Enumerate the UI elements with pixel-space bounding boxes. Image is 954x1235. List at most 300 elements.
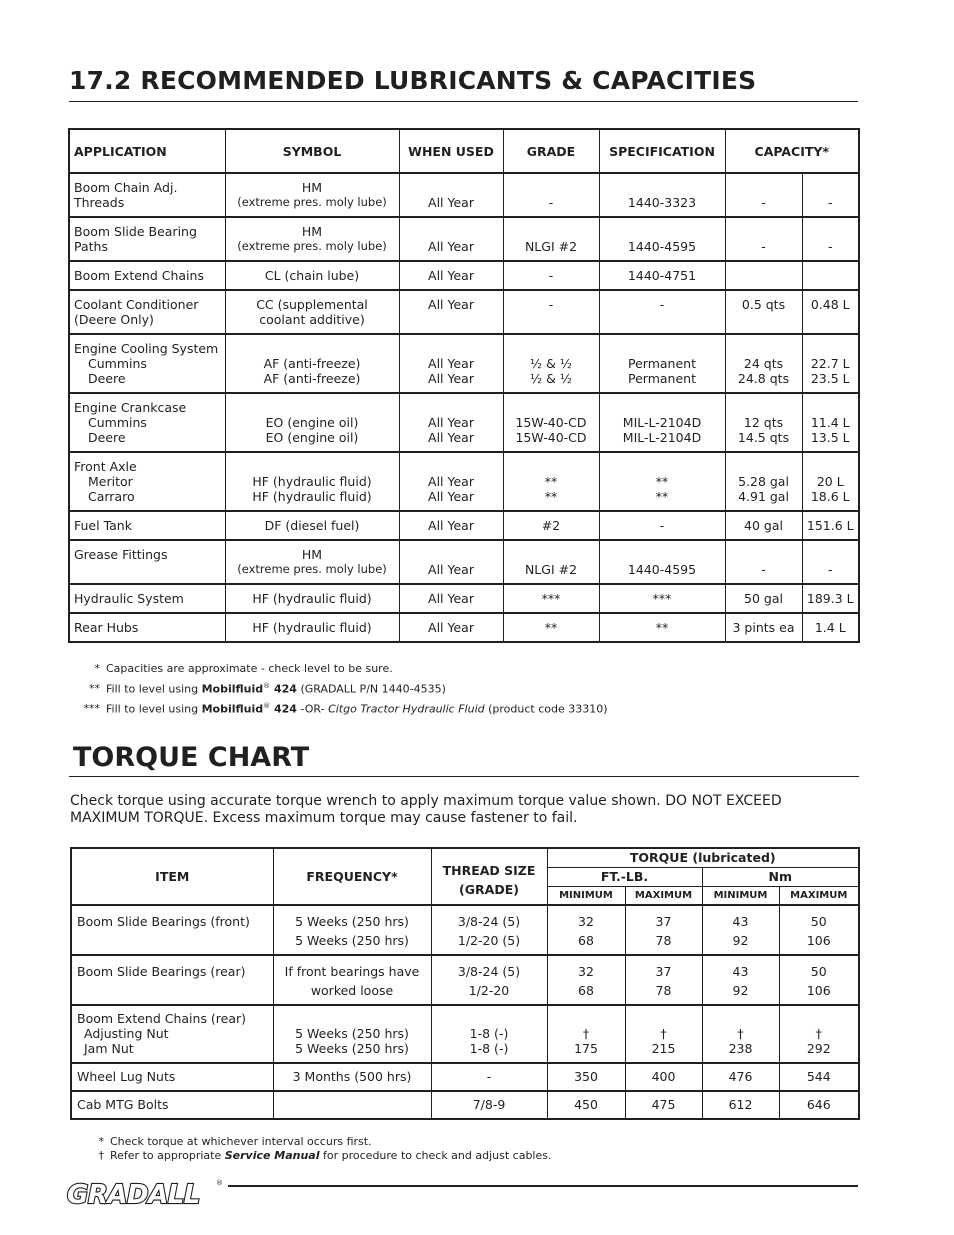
cell-line bbox=[226, 341, 399, 356]
cell-line: All Year bbox=[428, 415, 474, 430]
cell-line: 1-8 (-) bbox=[469, 1041, 509, 1056]
lubricants-row bbox=[69, 393, 859, 452]
cell-line bbox=[780, 1011, 859, 1026]
footnote-mark: *** bbox=[83, 702, 100, 716]
header-thread-size bbox=[431, 848, 547, 905]
cell-line bbox=[803, 459, 859, 474]
cell-line: 5 Weeks (250 hrs) bbox=[295, 933, 409, 948]
header-ftlb-maximum: MAXIMUM bbox=[625, 886, 702, 905]
cell-ftlb-max bbox=[625, 905, 702, 955]
cell-symbol bbox=[225, 173, 399, 217]
cell-line: All Year bbox=[428, 591, 474, 606]
cell-line: Cummins bbox=[88, 415, 147, 430]
cell-line bbox=[803, 224, 859, 239]
footnote-text: Service Manual bbox=[224, 1148, 320, 1162]
cell-line: 5 Weeks (250 hrs) bbox=[295, 914, 409, 929]
cell-line: 13.5 L bbox=[810, 430, 850, 445]
cell-line: All Year bbox=[428, 239, 474, 254]
cell-when-used bbox=[399, 290, 503, 334]
cell-capacity-metric bbox=[802, 452, 859, 511]
cell-line: 78 bbox=[655, 983, 672, 998]
cell-line: Meritor bbox=[88, 474, 133, 489]
gradall-logo bbox=[66, 1175, 226, 1207]
cell-line: - bbox=[659, 518, 665, 533]
cell-line: *** bbox=[541, 591, 561, 606]
cell-line: Boom Slide Bearings (front) bbox=[77, 914, 250, 929]
footnote bbox=[70, 1149, 552, 1163]
cell-line: Cab MTG Bolts bbox=[77, 1097, 169, 1112]
cell-line: 0.48 L bbox=[810, 297, 850, 312]
cell-ftlb-max bbox=[625, 955, 702, 1005]
cell-line: 238 bbox=[728, 1041, 753, 1056]
cell-line: 50 gal bbox=[744, 591, 783, 606]
cell-line: 43 bbox=[732, 914, 749, 929]
cell-line bbox=[600, 400, 725, 415]
cell-line: All Year bbox=[428, 620, 474, 635]
torque-row bbox=[71, 1091, 859, 1119]
cell-nm-max bbox=[779, 1091, 859, 1119]
cell-ftlb-min bbox=[547, 955, 625, 1005]
cell-line: Carraro bbox=[88, 489, 135, 504]
cell-when-used bbox=[399, 452, 503, 511]
cell-ftlb-min bbox=[547, 1063, 625, 1091]
cell-capacity-metric bbox=[802, 511, 859, 540]
cell-line: 400 bbox=[651, 1069, 676, 1084]
footnote-text: -OR- bbox=[296, 702, 329, 716]
cell-line: ½ & ½ bbox=[530, 356, 572, 371]
cell-line bbox=[600, 341, 725, 356]
header-capacity: CAPACITY* bbox=[725, 129, 859, 173]
cell-line: (extreme pres. moly lube) bbox=[237, 195, 387, 209]
cell-line: - bbox=[761, 195, 766, 210]
cell-line: 7/8-9 bbox=[472, 1097, 506, 1112]
cell-line: 12 qts bbox=[743, 415, 784, 430]
cell-item bbox=[71, 1005, 273, 1063]
cell-line: 15W-40-CD bbox=[515, 415, 587, 430]
cell-line bbox=[600, 224, 725, 239]
cell-specification bbox=[599, 173, 725, 217]
cell-line: 1-8 (-) bbox=[469, 1026, 509, 1041]
cell-capacity-metric bbox=[802, 540, 859, 584]
cell-item bbox=[71, 1091, 273, 1119]
cell-thread-size bbox=[431, 1091, 547, 1119]
cell-line: 3 Months (500 hrs) bbox=[292, 1069, 412, 1084]
cell-line: HF (hydraulic fluid) bbox=[252, 620, 372, 635]
cell-line: 3 pints ea bbox=[732, 620, 795, 635]
cell-item bbox=[71, 1063, 273, 1091]
cell-line bbox=[803, 547, 859, 562]
cell-capacity-us bbox=[725, 261, 802, 290]
cell-when-used bbox=[399, 217, 503, 261]
cell-line: 646 bbox=[806, 1097, 831, 1112]
cell-line: HF (hydraulic fluid) bbox=[252, 474, 372, 489]
cell-line: Adjusting Nut bbox=[84, 1026, 169, 1041]
svg-text:GRADALL: GRADALL bbox=[67, 1180, 200, 1207]
cell-capacity-us bbox=[725, 334, 802, 393]
cell-symbol bbox=[225, 584, 399, 613]
torque-row bbox=[71, 1005, 859, 1063]
header-grade: GRADE bbox=[503, 129, 599, 173]
cell-line: - bbox=[548, 297, 554, 312]
section-title: 17.2 RECOMMENDED LUBRICANTS & CAPACITIES bbox=[69, 66, 757, 95]
cell-nm-min bbox=[702, 905, 779, 955]
cell-line: All Year bbox=[428, 268, 474, 283]
header-symbol: SYMBOL bbox=[225, 129, 399, 173]
cell-line: 50 bbox=[810, 914, 827, 929]
cell-ftlb-min bbox=[547, 1091, 625, 1119]
cell-thread-size bbox=[431, 1063, 547, 1091]
cell-application bbox=[69, 290, 225, 334]
cell-line bbox=[274, 1097, 431, 1112]
cell-line: 5 Weeks (250 hrs) bbox=[295, 1041, 409, 1056]
cell-line: 151.6 L bbox=[806, 518, 854, 533]
cell-symbol bbox=[225, 452, 399, 511]
cell-capacity-metric bbox=[802, 393, 859, 452]
cell-line bbox=[504, 224, 599, 239]
cell-line: 14.5 qts bbox=[737, 430, 790, 445]
cell-line: MIL-L-2104D bbox=[622, 430, 702, 445]
cell-line: 350 bbox=[574, 1069, 598, 1084]
cell-application bbox=[69, 540, 225, 584]
cell-line: coolant additive) bbox=[259, 312, 365, 327]
cell-frequency bbox=[273, 1063, 431, 1091]
header-thread-size-line-1: THREAD SIZE bbox=[442, 862, 536, 878]
cell-application bbox=[69, 452, 225, 511]
cell-grade bbox=[503, 290, 599, 334]
cell-line: - bbox=[761, 239, 766, 254]
cell-line: (Deere Only) bbox=[74, 312, 154, 327]
header-torque: TORQUE (lubricated) bbox=[547, 848, 859, 867]
cell-line: 37 bbox=[655, 964, 672, 979]
cell-capacity-metric bbox=[802, 173, 859, 217]
cell-line bbox=[703, 1011, 779, 1026]
header-ftlb: FT.-LB. bbox=[547, 867, 702, 886]
cell-line: 544 bbox=[806, 1069, 831, 1084]
cell-line: AF (anti-freeze) bbox=[263, 371, 361, 386]
cell-line: 476 bbox=[728, 1069, 753, 1084]
cell-line: 1/2-20 (5) bbox=[457, 933, 521, 948]
cell-line: 1/2-20 bbox=[468, 983, 510, 998]
cell-line bbox=[600, 180, 725, 195]
svg-text:®: ® bbox=[216, 1179, 223, 1187]
cell-line: Permanent bbox=[628, 371, 696, 386]
footnote-mark: * bbox=[94, 662, 100, 675]
cell-line bbox=[504, 341, 599, 356]
torque-body bbox=[71, 905, 859, 1119]
cell-line: HM bbox=[301, 180, 323, 195]
cell-capacity-us bbox=[725, 540, 802, 584]
cell-line bbox=[626, 1011, 702, 1026]
cell-line bbox=[226, 400, 399, 415]
cell-symbol bbox=[225, 290, 399, 334]
cell-line: Threads bbox=[74, 195, 125, 210]
cell-line: MIL-L-2104D bbox=[622, 415, 702, 430]
cell-application bbox=[69, 584, 225, 613]
cell-when-used bbox=[399, 334, 503, 393]
cell-capacity-metric bbox=[802, 334, 859, 393]
cell-line: 15W-40-CD bbox=[515, 430, 587, 445]
cell-nm-min bbox=[702, 1005, 779, 1063]
cell-line: 215 bbox=[651, 1041, 676, 1056]
cell-line bbox=[726, 341, 802, 356]
cell-line: All Year bbox=[428, 474, 474, 489]
cell-capacity-metric bbox=[802, 613, 859, 642]
cell-line: 24.8 qts bbox=[737, 371, 790, 386]
lubricants-row bbox=[69, 613, 859, 642]
lubricants-row bbox=[69, 217, 859, 261]
cell-line: 450 bbox=[574, 1097, 598, 1112]
cell-symbol bbox=[225, 393, 399, 452]
cell-line bbox=[600, 547, 725, 562]
cell-line: HM bbox=[301, 224, 323, 239]
torque-chart-title: TORQUE CHART bbox=[73, 742, 310, 773]
cell-capacity-us bbox=[725, 511, 802, 540]
cell-specification bbox=[599, 290, 725, 334]
cell-line: If front bearings have bbox=[284, 964, 420, 979]
cell-grade bbox=[503, 540, 599, 584]
footnote-text: ® bbox=[263, 701, 271, 710]
cell-line: CC (supplemental bbox=[256, 297, 368, 312]
cell-application bbox=[69, 173, 225, 217]
cell-frequency bbox=[273, 955, 431, 1005]
lubricants-header-row bbox=[69, 129, 859, 173]
cell-line: † bbox=[815, 1026, 822, 1041]
cell-line: ** bbox=[655, 620, 669, 635]
cell-symbol bbox=[225, 217, 399, 261]
cell-line: 0.5 qts bbox=[741, 297, 786, 312]
cell-line: † bbox=[582, 1026, 590, 1041]
cell-ftlb-max bbox=[625, 1091, 702, 1119]
cell-application bbox=[69, 613, 225, 642]
cell-line: Rear Hubs bbox=[74, 620, 139, 635]
lubricants-row bbox=[69, 452, 859, 511]
footnote-text: Check torque at whichever interval occurs first. bbox=[110, 1135, 372, 1148]
cell-line: worked loose bbox=[310, 983, 394, 998]
cell-line: 37 bbox=[655, 914, 672, 929]
cell-application bbox=[69, 261, 225, 290]
cell-line bbox=[400, 400, 503, 415]
cell-line: Engine Cooling System bbox=[74, 341, 219, 356]
cell-line: Deere bbox=[88, 371, 126, 386]
cell-ftlb-min bbox=[547, 1005, 625, 1063]
cell-specification bbox=[599, 613, 725, 642]
cell-application bbox=[69, 217, 225, 261]
footnote-text: 424 bbox=[270, 682, 297, 696]
cell-line bbox=[77, 931, 273, 950]
cell-line: All Year bbox=[428, 489, 474, 504]
lubricants-row bbox=[69, 261, 859, 290]
cell-grade bbox=[503, 217, 599, 261]
cell-line: - bbox=[828, 195, 833, 210]
cell-specification bbox=[599, 584, 725, 613]
cell-capacity-us bbox=[725, 613, 802, 642]
cell-when-used bbox=[399, 393, 503, 452]
cell-frequency bbox=[273, 905, 431, 955]
cell-nm-max bbox=[779, 1005, 859, 1063]
cell-line: - bbox=[828, 562, 833, 577]
lubricants-footnotes bbox=[70, 661, 608, 718]
torque-row bbox=[71, 955, 859, 1005]
header-item: ITEM bbox=[71, 848, 273, 905]
cell-line: 4.91 gal bbox=[738, 489, 789, 504]
footnote-mark: ** bbox=[89, 682, 100, 696]
cell-line: 5.28 gal bbox=[738, 474, 789, 489]
cell-specification bbox=[599, 261, 725, 290]
cell-line: 11.4 L bbox=[810, 415, 850, 430]
cell-line: 78 bbox=[655, 933, 672, 948]
cell-line: NLGI #2 bbox=[524, 239, 578, 254]
cell-grade bbox=[503, 613, 599, 642]
cell-specification bbox=[599, 511, 725, 540]
cell-grade bbox=[503, 334, 599, 393]
cell-line: † bbox=[660, 1026, 667, 1041]
cell-line bbox=[432, 1011, 547, 1026]
title-rule bbox=[69, 101, 858, 102]
cell-line: - bbox=[761, 562, 766, 577]
cell-line bbox=[504, 180, 599, 195]
cell-line bbox=[726, 224, 802, 239]
header-thread-size-line-2: (GRADE) bbox=[459, 881, 519, 897]
footnote bbox=[70, 678, 608, 698]
cell-line bbox=[803, 180, 859, 195]
cell-line bbox=[803, 341, 859, 356]
cell-line: 106 bbox=[806, 933, 831, 948]
cell-line: All Year bbox=[428, 297, 474, 312]
header-specification: SPECIFICATION bbox=[599, 129, 725, 173]
cell-line: (extreme pres. moly lube) bbox=[237, 239, 387, 253]
cell-line: NLGI #2 bbox=[524, 562, 578, 577]
cell-line: AF (anti-freeze) bbox=[263, 356, 361, 371]
cell-capacity-us bbox=[725, 217, 802, 261]
cell-specification bbox=[599, 540, 725, 584]
footnote-text: 424 bbox=[270, 702, 297, 716]
cell-line: All Year bbox=[428, 356, 474, 371]
cell-line bbox=[74, 562, 225, 577]
footnote bbox=[70, 698, 608, 718]
header-nm-maximum: MAXIMUM bbox=[779, 886, 859, 905]
cell-line bbox=[504, 459, 599, 474]
cell-line: Boom Extend Chains bbox=[74, 268, 204, 283]
footnote-mark: † bbox=[98, 1148, 104, 1162]
cell-line bbox=[400, 224, 503, 239]
cell-line: Wheel Lug Nuts bbox=[77, 1069, 176, 1084]
cell-line: All Year bbox=[428, 562, 474, 577]
cell-ftlb-max bbox=[625, 1063, 702, 1091]
cell-specification bbox=[599, 393, 725, 452]
cell-line: ** bbox=[544, 489, 558, 504]
cell-line: Boom Chain Adj. bbox=[74, 180, 178, 195]
cell-line bbox=[226, 459, 399, 474]
cell-symbol bbox=[225, 261, 399, 290]
cell-line: #2 bbox=[541, 518, 561, 533]
cell-nm-max bbox=[779, 905, 859, 955]
cell-line bbox=[803, 268, 859, 283]
cell-when-used bbox=[399, 511, 503, 540]
header-application: APPLICATION bbox=[69, 129, 225, 173]
cell-when-used bbox=[399, 540, 503, 584]
cell-line: EO (engine oil) bbox=[265, 430, 359, 445]
cell-nm-max bbox=[779, 955, 859, 1005]
cell-ftlb-min bbox=[547, 905, 625, 955]
footnote-text: Capacities are approximate - check level to be sure. bbox=[106, 662, 393, 675]
footnote-text: for procedure to check and adjust cables. bbox=[319, 1148, 552, 1162]
footnote-text: Fill to level using bbox=[106, 702, 202, 716]
cell-line: DF (diesel fuel) bbox=[264, 518, 360, 533]
cell-symbol bbox=[225, 613, 399, 642]
cell-line: 24 qts bbox=[743, 356, 784, 371]
cell-line: HF (hydraulic fluid) bbox=[252, 489, 372, 504]
cell-line: ** bbox=[544, 620, 558, 635]
cell-line bbox=[400, 180, 503, 195]
cell-thread-size bbox=[431, 905, 547, 955]
lubricants-row bbox=[69, 334, 859, 393]
cell-line: 18.6 L bbox=[810, 489, 850, 504]
header-when-used: WHEN USED bbox=[399, 129, 503, 173]
cell-line: 1.4 L bbox=[814, 620, 846, 635]
header-frequency: FREQUENCY* bbox=[273, 848, 431, 905]
cell-line: All Year bbox=[428, 430, 474, 445]
cell-line: ** bbox=[544, 474, 558, 489]
header-ftlb-minimum: MINIMUM bbox=[547, 886, 625, 905]
cell-line: 32 bbox=[578, 964, 594, 979]
cell-grade bbox=[503, 173, 599, 217]
cell-line: Boom Extend Chains (rear) bbox=[77, 1011, 247, 1026]
cell-line: † bbox=[737, 1026, 744, 1041]
cell-capacity-us bbox=[725, 393, 802, 452]
cell-frequency bbox=[273, 1091, 431, 1119]
cell-application bbox=[69, 511, 225, 540]
lubricants-table bbox=[68, 128, 860, 643]
footnote-text: (GRADALL P/N 1440-4535) bbox=[296, 682, 446, 696]
cell-line: - bbox=[548, 195, 554, 210]
cell-line: 68 bbox=[578, 933, 594, 948]
cell-specification bbox=[599, 452, 725, 511]
cell-line: 475 bbox=[651, 1097, 676, 1112]
cell-line: Fuel Tank bbox=[74, 518, 132, 533]
cell-line: 92 bbox=[732, 983, 749, 998]
cell-when-used bbox=[399, 261, 503, 290]
cell-nm-min bbox=[702, 955, 779, 1005]
lubricants-row bbox=[69, 540, 859, 584]
cell-nm-min bbox=[702, 1063, 779, 1091]
cell-line: 40 gal bbox=[744, 518, 783, 533]
cell-nm-min bbox=[702, 1091, 779, 1119]
lubricants-body bbox=[69, 173, 859, 642]
cell-grade bbox=[503, 261, 599, 290]
cell-line bbox=[400, 341, 503, 356]
footnote bbox=[70, 661, 608, 678]
torque-row bbox=[71, 905, 859, 955]
footnote-text: ® bbox=[263, 681, 271, 690]
cell-line: ** bbox=[655, 474, 669, 489]
lubricants-row bbox=[69, 584, 859, 613]
lubricants-row bbox=[69, 173, 859, 217]
cell-line: - bbox=[548, 268, 554, 283]
cell-nm-max bbox=[779, 1063, 859, 1091]
cell-line: 612 bbox=[728, 1097, 753, 1112]
cell-line: 1440-3323 bbox=[627, 195, 697, 210]
cell-item bbox=[71, 905, 273, 955]
cell-line: 68 bbox=[578, 983, 594, 998]
footnote-text: (product code 33310) bbox=[484, 702, 608, 716]
cell-capacity-metric bbox=[802, 290, 859, 334]
cell-line bbox=[726, 180, 802, 195]
header-nm-minimum: MINIMUM bbox=[702, 886, 779, 905]
cell-line bbox=[726, 459, 802, 474]
cell-line: 1440-4751 bbox=[627, 268, 697, 283]
cell-line bbox=[726, 400, 802, 415]
lubricants-row bbox=[69, 511, 859, 540]
